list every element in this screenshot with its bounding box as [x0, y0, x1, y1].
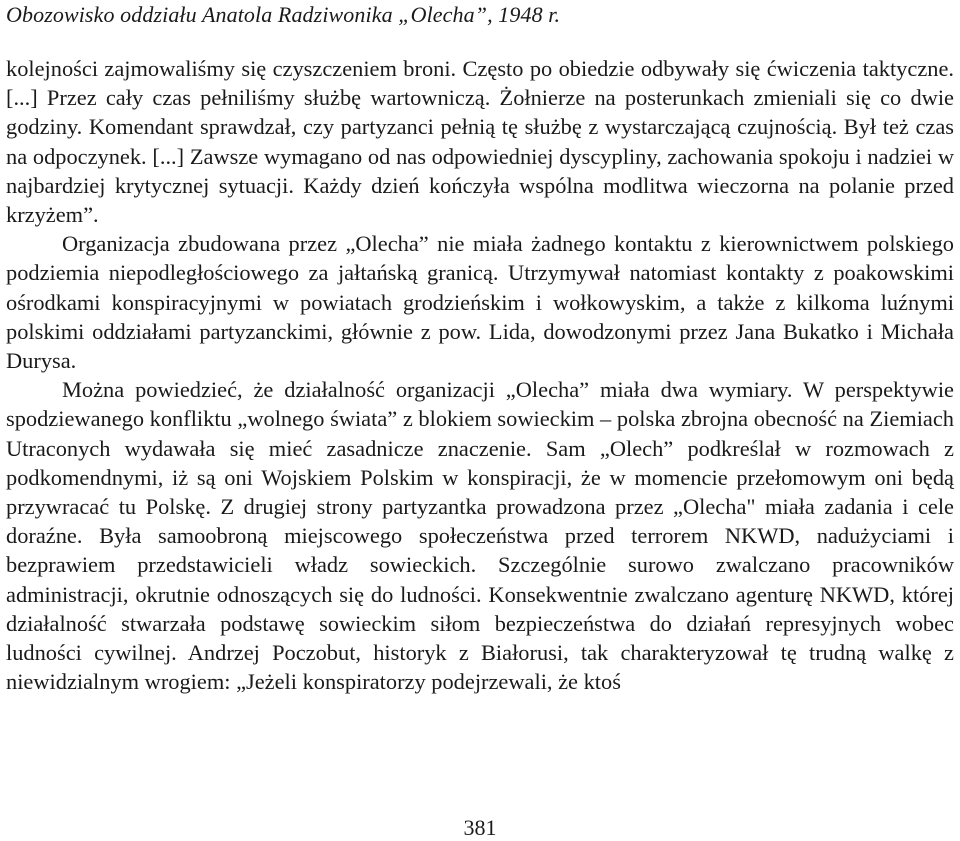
- paragraph: kolejności zajmowaliśmy się czyszczeniem broni. Często po obiedzie odbywały się ćwiczenia taktyczne. [...] Przez cały czas pełniliśmy służbę wartowniczą. Żołnierze na posterunkach zmieniali się co dwie godziny. Komendant sprawdzał, czy partyzanci pełnią tę służbę z wystarczającą czujnością. Był też czas na odpoczynek. [...] Zawsze wymagano od nas odpowiedniej dyscypliny, zachowania spokoju i nadziei w najbardziej krytycznej sytuacji. Każdy dzień kończyła wspólna modlitwa wieczorna na polanie przed krzyżem”.: [6, 56, 954, 228]
- page-number: 381: [463, 815, 497, 840]
- paragraph: Można powiedzieć, że działalność organizacji „Olecha” miała dwa wymiary. W perspektywie spodziewanego konfliktu „wolnego świata” z blokiem sowieckim – polska zbrojna obecność na Ziemiach Utraconych wydawała się mieć zasadnicze znaczenie. Sam „Olech” podkreślał w rozmowach z podkomendnymi, iż są oni Wojskiem Polskim w konspiracji, że w momencie przełomowym oni będą przywracać tu Polskę. Z drugiej strony partyzantka prowadzona przez „Olecha" miała zadania i cele doraźne. Była samoobroną miejscowego społeczeństwa przed terrorem NKWD, nadużyciami i bezprawiem przedstawicieli władz sowieckich. Szczególnie surowo zwalczano pracowników administracji, okrutnie odnoszących się do ludności. Konsekwentnie zwalczano agenturę NKWD, której działalność stwarzała podstawę sowieckim siłom bezpieczeństwa do działań represyjnych wobec ludności cywilnej. Andrzej Poczobut, historyk z Białorusi, tak charakteryzował tę trudną walkę z niewidzialnym wrogiem: „Jeżeli konspiratorzy podejrzewali, że ktoś: [6, 377, 954, 695]
- running-header: Obozowisko oddziału Anatola Radziwonika „Olecha”, 1948 r.: [6, 2, 561, 27]
- book-page: [6, 0, 954, 840]
- body-text: [6, 54, 954, 696]
- paragraph: Organizacja zbudowana przez „Olecha” nie miała żadnego kontaktu z kierownictwem polskiego podziemia niepodległościowego za jałtańską granicą. Utrzymywał natomiast kontakty z poakowskimi ośrodkami konspiracyjnymi w powiatach grodzieńskim i wołkowyskim, a także z kilkoma luźnymi polskimi oddziałami partyzanckimi, głównie z pow. Lida, dowodzonymi przez Jana Bukatko i Michała Durysa.: [6, 231, 954, 374]
